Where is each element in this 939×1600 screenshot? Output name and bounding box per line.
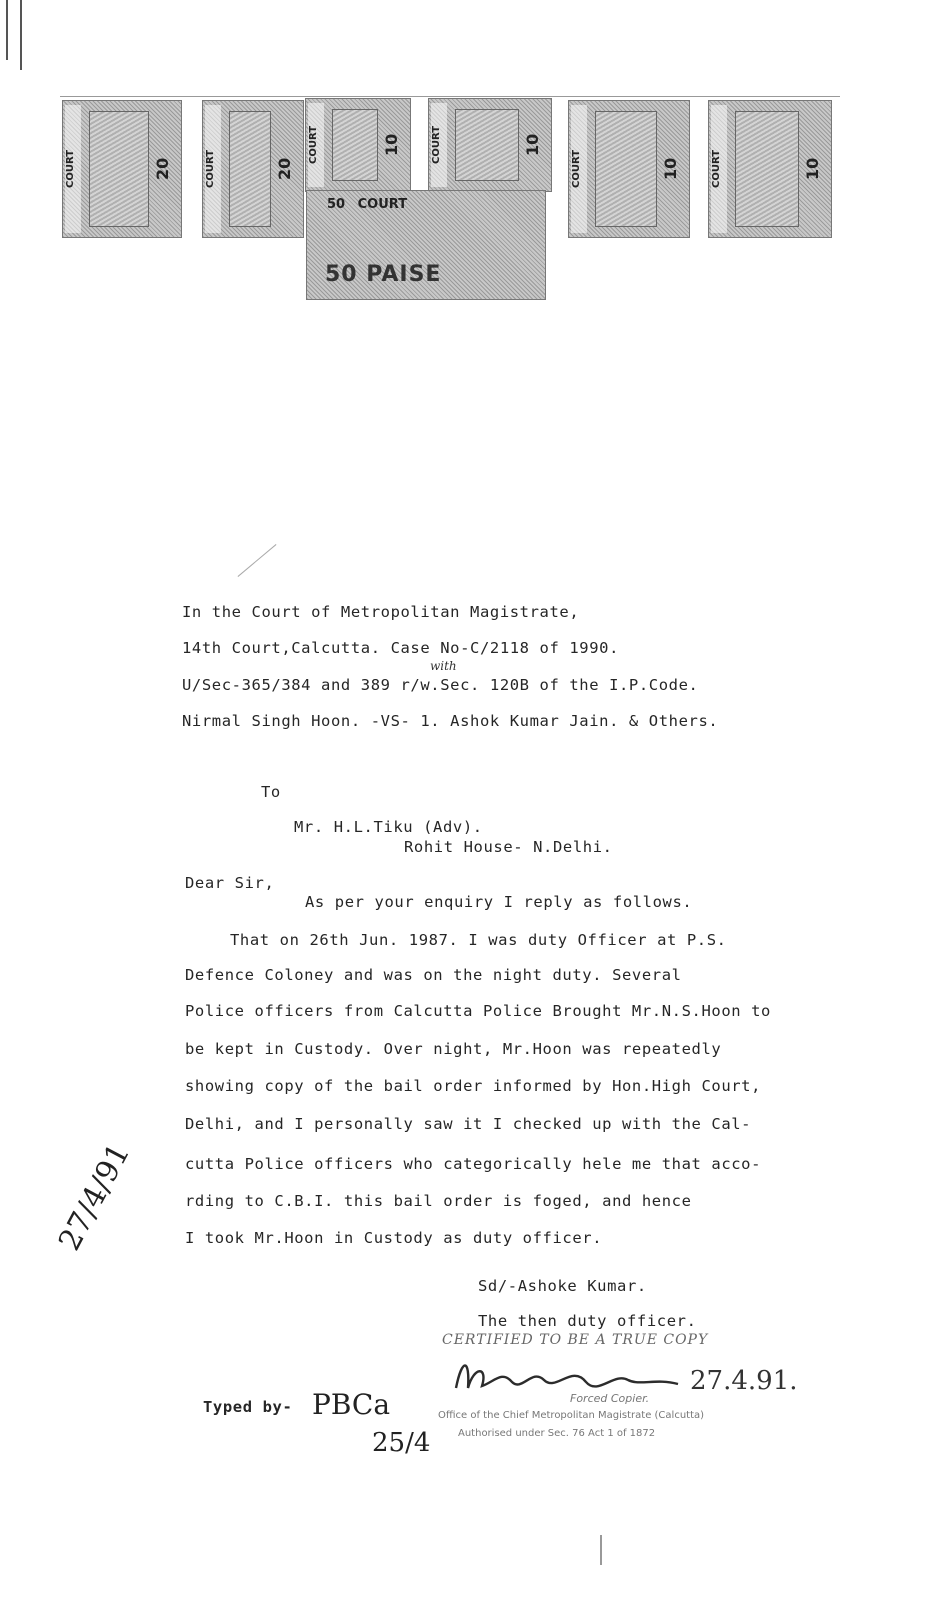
- stamp-label: COURT: [711, 105, 727, 233]
- body-line-7: Delhi, and I personally saw it I checked up with the Cal-: [185, 1115, 752, 1133]
- stamp-label: COURT: [308, 103, 324, 187]
- designation: The then duty officer.: [478, 1312, 697, 1330]
- body-line-3: Defence Coloney and was on the night duty. Several: [185, 966, 682, 984]
- typist-signature: PBCa: [312, 1388, 391, 1421]
- stamp-design: [89, 111, 149, 227]
- case-number-line: 14th Court,Calcutta. Case No-C/2118 of 1990.: [182, 639, 619, 657]
- edge-mark-top-left-2: [20, 0, 22, 70]
- court-fee-stamp-6: [708, 100, 832, 238]
- case-court-line: In the Court of Metropolitan Magistrate,: [182, 603, 580, 621]
- body-line-8: cutta Police officers who categorically hele me that acco-: [185, 1155, 762, 1173]
- case-sections-line: U/Sec-365/384 and 389 r/w.Sec. 120B of the I.P.Code.: [182, 676, 699, 694]
- edge-mark-top: [60, 96, 840, 97]
- court-fee-stamp-1: [62, 100, 182, 238]
- copy-artifact-right: [600, 1535, 602, 1565]
- stamp-value: 20: [275, 157, 294, 181]
- court-fee-stamp-3: [305, 98, 411, 192]
- court-fee-stamp-large: [306, 190, 546, 300]
- side-handwritten-date: 27/4/91: [52, 1137, 138, 1257]
- stamp-label: COURT: [431, 103, 447, 187]
- stamp-design: [229, 111, 271, 227]
- signed-name: Sd/-Ashoke Kumar.: [478, 1277, 647, 1295]
- stamp-design: [735, 111, 799, 227]
- copier-title: Forced Copier.: [570, 1392, 650, 1405]
- body-line-2: That on 26th Jun. 1987. I was duty Officer at P.S.: [230, 931, 727, 949]
- stamp-label: COURT: [571, 105, 587, 233]
- certified-copy-stamp: CERTIFIED TO BE A TRUE COPY: [442, 1332, 709, 1348]
- large-stamp-label: COURT: [357, 197, 408, 212]
- stamp-value: 10: [523, 133, 542, 157]
- stamp-label: COURT: [205, 105, 221, 233]
- stamp-value: 10: [661, 157, 680, 181]
- authority-line: Authorised under Sec. 76 Act 1 of 1872: [458, 1428, 656, 1439]
- body-line-5: be kept in Custody. Over night, Mr.Hoon was repeatedly: [185, 1040, 722, 1058]
- body-line-6: showing copy of the bail order informed by Hon.High Court,: [185, 1077, 762, 1095]
- stamp-value: 10: [803, 157, 822, 181]
- large-stamp-header: [327, 197, 539, 212]
- court-fee-stamp-4: [428, 98, 552, 192]
- case-parties-line: Nirmal Singh Hoon. -VS- 1. Ashok Kumar Jain. & Others.: [182, 712, 719, 730]
- body-line-9: rding to C.B.I. this bail order is foged, and hence: [185, 1192, 692, 1210]
- stamp-value: 10: [382, 133, 401, 157]
- interlinear-note: with: [430, 659, 457, 673]
- body-line-1: As per your enquiry I reply as follows.: [305, 893, 693, 911]
- body-line-10: I took Mr.Hoon in Custody as duty officer.: [185, 1229, 603, 1247]
- body-line-4: Police officers from Calcutta Police Brought Mr.N.S.Hoon to: [185, 1002, 771, 1020]
- addressee-address: Rohit House- N.Delhi.: [404, 838, 613, 856]
- typed-by-label: Typed by-: [203, 1398, 293, 1416]
- large-stamp-value: 50: [327, 197, 346, 212]
- stamp-value: 20: [153, 157, 172, 181]
- office-line: Office of the Chief Metropolitan Magistrate (Calcutta): [438, 1410, 705, 1421]
- typist-date: 25/4: [372, 1428, 431, 1458]
- copy-artifact-line: [238, 544, 277, 577]
- stamp-label: COURT: [65, 105, 81, 233]
- edge-mark-top-left: [6, 0, 8, 60]
- court-fee-stamp-2: [202, 100, 304, 238]
- stamp-design: [595, 111, 657, 227]
- salutation: Dear Sir,: [185, 874, 275, 892]
- large-stamp-bottom-text: 50 PAISE: [325, 262, 442, 287]
- stamp-design: [332, 109, 378, 181]
- court-fee-stamp-5: [568, 100, 690, 238]
- to-label: To: [261, 783, 281, 801]
- certification-date: 27.4.91.: [690, 1366, 798, 1396]
- addressee-name: Mr. H.L.Tiku (Adv).: [294, 818, 483, 836]
- stamp-design: [455, 109, 519, 181]
